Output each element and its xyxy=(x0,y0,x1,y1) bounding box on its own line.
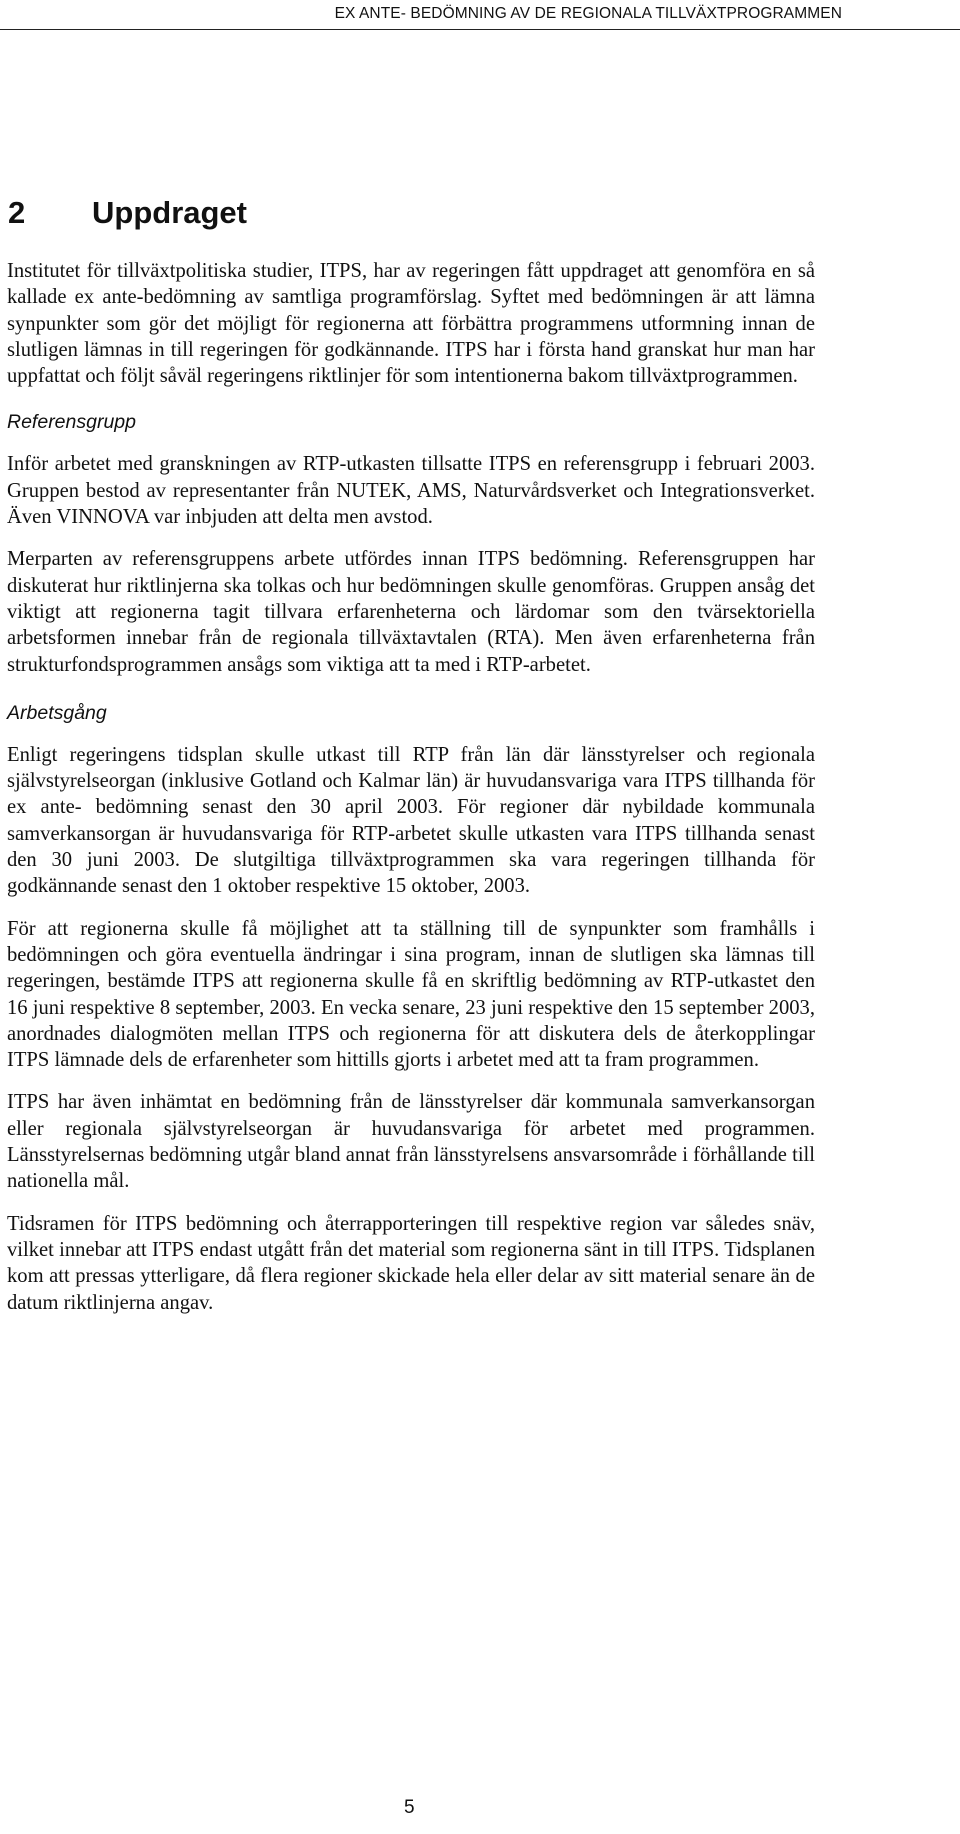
chapter-heading xyxy=(8,193,247,233)
referensgrupp-paragraph-1: Inför arbetet med granskningen av RTP-utkasten tillsatte ITPS en referensgrupp i februari 2003. Gruppen bestod av representanter från NUTEK, AMS, Naturvårdsverket och Integrationsverket. Även VINNOVA var inbjuden att delta men avstod. xyxy=(7,453,815,529)
running-header: EX ANTE- BEDÖMNING AV DE REGIONALA TILLVÄXTPROGRAMMEN xyxy=(334,5,842,22)
arbetsgang-paragraph-2: För att regionerna skulle få möjlighet att ta ställning till de synpunkter som framhålls i bedömningen och göra eventuella ändringar i sina program, innan de slutligen ska lämnas till regeringen, bestämde ITPS att regionerna skulle få en skriftlig bedömning av RTP-utkastet den 16 juni respektive 8 september, 2003. En vecka senare, 23 juni respektive den 15 september 2003, anordnades dialogmöten mellan ITPS och regionerna för att diskutera dels de återkopplingar ITPS lämnade dels de erfarenheter som hittills gjorts i arbetet med att ta fram programmen. xyxy=(7,917,815,1072)
header-rule xyxy=(0,29,960,30)
section-heading-arbetsgang: Arbetsgång xyxy=(7,701,107,724)
referensgrupp-paragraph-2: Merparten av referensgruppens arbete utfördes innan ITPS bedömning. Referensgruppen har diskuterat hur riktlinjerna ska tolkas och hur bedömningen skulle genomföras. Gruppen ansåg det viktigt att regionerna tagit tillvara erfarenheterna och lärdomar som den tvärsektoriella arbetsformen innebar från de regionala tillväxtavtalen (RTA). Men även erfarenheterna från strukturfondsprogrammen ansågs som viktiga att ta med i RTP-arbetet. xyxy=(7,548,815,676)
arbetsgang-paragraph-1: Enligt regeringens tidsplan skulle utkast till RTP från län där länsstyrelser och regionala självstyrelseorgan (inklusive Gotland och Kalmar län) är huvudansvariga vara ITPS tillhanda för ex ante- bedömning senast den 30 april 2003. För regioner där nybildade kommunala samverkansorgan är huvudansvariga för RTP-arbetet skulle utkasten vara ITPS tillhanda senast den 30 juni 2003. De slutgiltiga tillväxtprogrammen ska vara regeringen tillhanda för godkännande senast den 1 oktober respektive 15 oktober, 2003. xyxy=(7,743,815,898)
page-number: 5 xyxy=(404,1797,415,1818)
arbetsgang-paragraph-4: Tidsramen för ITPS bedömning och återrapporteringen till respektive region var således snäv, vilket innebar att ITPS endast utgått från det material som regionerna sänt in till ITPS. Tidsplanen kom att pressas ytterligare, då flera regioner skickade hela eller delar av sitt material senare än de datum riktlinjerna angav. xyxy=(7,1212,815,1314)
section-heading-referensgrupp: Referensgrupp xyxy=(7,411,136,434)
main-content xyxy=(7,258,815,1332)
chapter-number: 2 xyxy=(8,195,26,230)
intro-paragraph: Institutet för tillväxtpolitiska studier, ITPS, har av regeringen fått uppdraget att genomföra en så kallade ex ante-bedömning av samtliga programförslag. Syftet med bedömningen är att lämna synpunkter som gör det möjligt för regionerna att förbättra programmens utformning innan de slutligen lämnas in till regeringen för godkännande. ITPS har i första hand granskat hur man har uppfattat och följt såväl regeringens riktlinjer för som intentionerna bakom tillväxtprogrammen. xyxy=(7,260,815,388)
arbetsgang-paragraph-3: ITPS har även inhämtat en bedömning från de länsstyrelser där kommunala samverkansorgan eller regionala självstyrelseorgan är huvudansvariga för arbetet med programmen. Länsstyrelsernas bedömning utgår bland annat från länsstyrelsens ansvarsområde i förhållande till nationella mål. xyxy=(7,1091,815,1193)
chapter-title: Uppdraget xyxy=(92,195,247,230)
